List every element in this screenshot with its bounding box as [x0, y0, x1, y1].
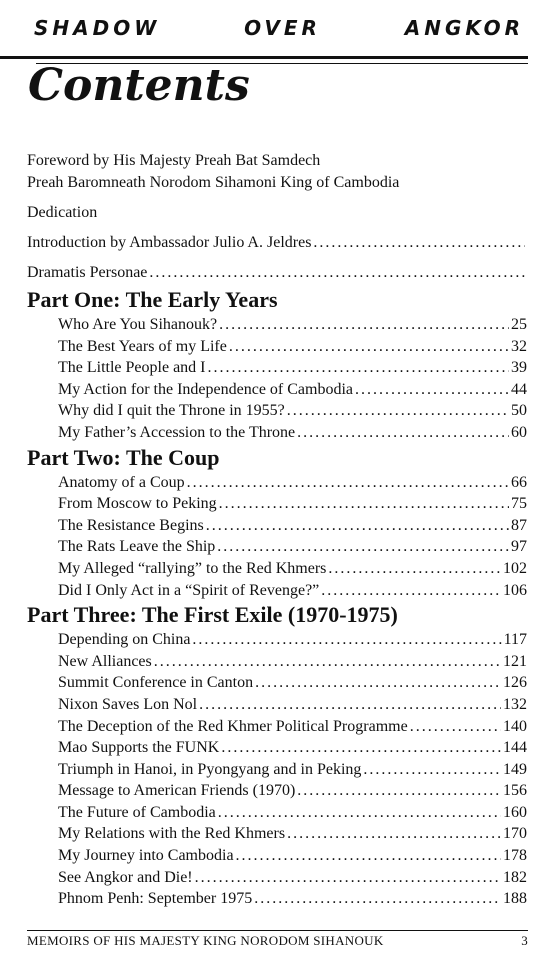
- chapter-entry[interactable]: [58, 867, 527, 889]
- dot-leader: [297, 780, 501, 802]
- chapter-entry[interactable]: [58, 515, 527, 537]
- table-of-contents: [27, 150, 527, 910]
- chapter-entry[interactable]: [58, 336, 527, 358]
- chapter-page-number: 117: [503, 631, 527, 649]
- chapter-list: [27, 472, 527, 602]
- chapter-page-number: 126: [503, 674, 527, 692]
- chapter-entry[interactable]: [58, 314, 527, 336]
- chapter-entry[interactable]: [58, 357, 527, 379]
- chapter-page-number: 87: [511, 516, 527, 534]
- chapter-title: Depending on China: [58, 631, 191, 649]
- chapter-list: [27, 314, 527, 444]
- chapter-entry[interactable]: [58, 802, 527, 824]
- dot-leader: [297, 422, 509, 444]
- chapter-page-number: 188: [503, 890, 527, 908]
- header-word: SHADOW: [34, 16, 161, 40]
- chapter-entry[interactable]: [58, 400, 527, 422]
- chapter-page-number: 106: [503, 581, 527, 599]
- chapter-entry[interactable]: [58, 672, 527, 694]
- chapter-page-number: 121: [503, 652, 527, 670]
- chapter-title: My Alleged “rallying” to the Red Khmers: [58, 559, 327, 577]
- chapter-page-number: 182: [503, 868, 527, 886]
- chapter-entry[interactable]: [58, 379, 527, 401]
- chapter-entry[interactable]: [58, 759, 527, 781]
- chapter-page-number: 132: [503, 695, 527, 713]
- chapter-title: Why did I quit the Throne in 1955?: [58, 402, 285, 420]
- dot-leader: [287, 400, 509, 422]
- chapter-page-number: 178: [503, 847, 527, 865]
- chapter-title: My Father’s Accession to the Throne: [58, 423, 296, 441]
- dot-leader: [219, 314, 509, 336]
- dot-leader: [192, 629, 501, 651]
- chapter-title: Anatomy of a Coup: [58, 473, 185, 491]
- chapter-entry[interactable]: [58, 422, 527, 444]
- chapter-title: Who Are You Sihanouk?: [58, 316, 218, 333]
- chapter-title: See Angkor and Die!: [58, 868, 193, 886]
- chapter-page-number: 50: [511, 402, 527, 420]
- chapter-entry[interactable]: [58, 651, 527, 673]
- chapter-title: Summit Conference in Canton: [58, 674, 254, 692]
- chapter-title: Triumph in Hanoi, in Pyongyang and in Peking: [58, 760, 362, 778]
- chapter-title: My Relations with the Red Khmers: [58, 825, 286, 843]
- dot-leader: [313, 232, 525, 254]
- dot-leader: [149, 262, 525, 284]
- dot-leader: [221, 737, 501, 759]
- chapter-title: My Action for the Independence of Cambodia: [58, 380, 354, 398]
- chapter-page-number: 156: [503, 782, 527, 800]
- chapter-entry[interactable]: [58, 888, 527, 910]
- dot-leader: [328, 558, 501, 580]
- chapter-page-number: 102: [503, 559, 527, 577]
- chapter-title: The Rats Leave the Ship: [58, 538, 216, 556]
- chapter-page-number: 160: [503, 803, 527, 821]
- running-header: [34, 16, 524, 40]
- foreword-entry[interactable]: [27, 150, 527, 194]
- chapter-page-number: 39: [511, 359, 527, 377]
- chapter-page-number: 170: [503, 825, 527, 843]
- dot-leader: [363, 759, 501, 781]
- dedication-entry[interactable]: [27, 202, 527, 224]
- chapter-title: Message to American Friends (1970): [58, 782, 296, 800]
- dot-leader: [218, 802, 501, 824]
- chapter-title: The Little People and I: [58, 359, 206, 377]
- chapter-entry[interactable]: [58, 493, 527, 515]
- dot-leader: [287, 823, 501, 845]
- chapter-entry[interactable]: [58, 472, 527, 494]
- chapter-entry[interactable]: [58, 629, 527, 651]
- header-rule-thick: [0, 56, 528, 59]
- running-footer-title: MEMOIRS OF HIS MAJESTY KING NORODOM SIHANOUK: [27, 933, 384, 948]
- dot-leader: [206, 515, 509, 537]
- header-word: ANGKOR: [404, 16, 524, 40]
- foreword-line: Preah Baromneath Norodom Sihamoni King of Cambodia: [27, 174, 400, 191]
- footer: [27, 933, 528, 949]
- foreword-line: Foreword by His Majesty Preah Bat Samdech: [27, 152, 321, 169]
- chapter-title: The Future of Cambodia: [58, 803, 216, 821]
- chapter-page-number: 25: [511, 316, 527, 333]
- dot-leader: [187, 472, 509, 494]
- chapter-list: [27, 629, 527, 910]
- chapter-title: The Best Years of my Life: [58, 337, 227, 355]
- parts-list: [27, 286, 527, 910]
- dot-leader: [195, 867, 501, 889]
- dot-leader: [236, 845, 501, 867]
- chapter-entry[interactable]: [58, 716, 527, 738]
- chapter-title: The Deception of the Red Khmer Political Programme: [58, 717, 408, 735]
- dedication-label: Dedication: [27, 204, 98, 221]
- dramatis-entry[interactable]: [27, 262, 527, 284]
- part-heading[interactable]: Part One: The Early Years: [27, 287, 278, 312]
- dot-leader: [355, 379, 509, 401]
- chapter-entry[interactable]: [58, 737, 527, 759]
- entry-label: Introduction by Ambassador Julio A. Jeldres: [27, 234, 312, 251]
- chapter-page-number: 97: [511, 538, 527, 556]
- chapter-title: Phnom Penh: September 1975: [58, 890, 253, 908]
- chapter-page-number: 75: [511, 495, 527, 513]
- chapter-title: From Moscow to Peking: [58, 495, 217, 513]
- chapter-title: New Alliances: [58, 652, 152, 670]
- introduction-entry[interactable]: [27, 232, 527, 254]
- chapter-page-number: 66: [511, 473, 527, 491]
- chapter-entry[interactable]: [58, 536, 527, 558]
- chapter-entry[interactable]: [58, 580, 527, 602]
- header-word: OVER: [244, 16, 321, 40]
- dot-leader: [321, 580, 501, 602]
- dot-leader: [217, 536, 509, 558]
- part-heading[interactable]: Part Two: The Coup: [27, 444, 220, 470]
- chapter-page-number: 140: [503, 717, 527, 735]
- chapter-title: Nixon Saves Lon Nol: [58, 695, 198, 713]
- chapter-page-number: 32: [511, 337, 527, 355]
- chapter-page-number: 144: [503, 739, 527, 757]
- chapter-page-number: 44: [511, 380, 527, 398]
- dot-leader: [199, 694, 501, 716]
- chapter-title: Mao Supports the FUNK: [58, 739, 220, 757]
- page-number: 3: [521, 933, 528, 948]
- chapter-page-number: 60: [511, 423, 527, 441]
- dot-leader: [154, 651, 501, 673]
- dot-leader: [219, 493, 509, 515]
- chapter-title: Did I Only Act in a “Spirit of Revenge?”: [58, 581, 320, 599]
- dot-leader: [410, 716, 501, 738]
- footer-rule: [27, 930, 528, 931]
- chapter-entry[interactable]: [58, 558, 527, 580]
- part-heading[interactable]: Part Three: The First Exile (1970-1975): [27, 602, 398, 628]
- chapter-entry[interactable]: [58, 845, 527, 867]
- chapter-entry[interactable]: [58, 694, 527, 716]
- dot-leader: [208, 357, 509, 379]
- chapter-entry[interactable]: [58, 823, 527, 845]
- dot-leader: [255, 672, 501, 694]
- entry-label: Dramatis Personae: [27, 264, 148, 281]
- chapter-title: My Journey into Cambodia: [58, 847, 234, 865]
- page-title: Contents: [28, 60, 250, 111]
- dot-leader: [229, 336, 509, 358]
- chapter-entry[interactable]: [58, 780, 527, 802]
- chapter-title: The Resistance Begins: [58, 516, 204, 534]
- dot-leader: [254, 888, 501, 910]
- chapter-page-number: 149: [503, 760, 527, 778]
